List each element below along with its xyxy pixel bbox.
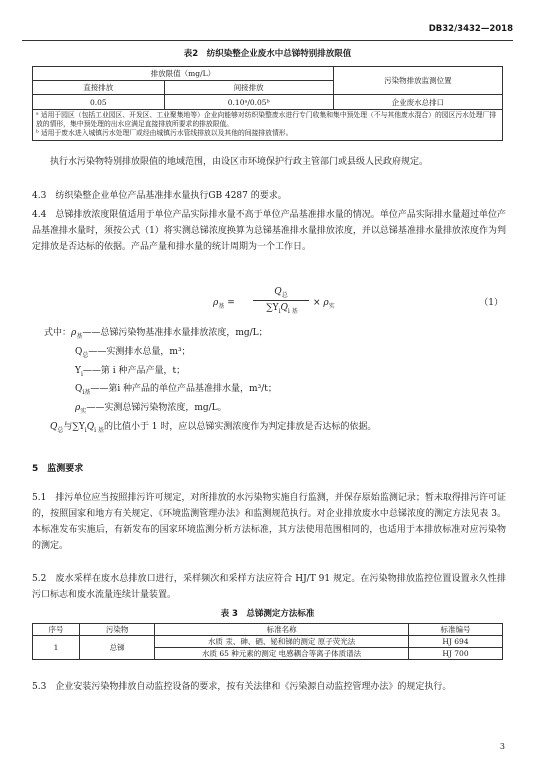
formula-1: $\rho_基$ = $Q_总$ $\sum Y_iQ_{i 基}$ × $\rho_实$ （1） (213, 287, 503, 315)
section-4-3: 4.3 纺织染整企业单位产品基准排水量执行GB 4287 的要求。 (32, 191, 287, 201)
th-name: 标准名称 (155, 624, 409, 636)
document-code: DB32/3432—2018 (428, 24, 513, 34)
standard-code: HJ 700 (408, 648, 502, 660)
pollutant-cell: 总锑 (80, 636, 155, 660)
limit-header: 排放限值（mg/L） (33, 67, 334, 81)
standard-name: 水质 汞、砷、硒、铋和锑的测定 原子荧光法 (155, 636, 409, 648)
section-5-title: 5 监测要求 (32, 464, 84, 474)
section-5-2: 5.2 废水采样在废水总排放口进行，采样频次和采样方法应符合 HJ/T 91 规定。在污染物排放监控位置设置永久性排污口标志和废水流量连续计量装置。 (32, 574, 506, 600)
location-header: 污染物排放监测位置 (333, 67, 502, 95)
where-line-1: 式中：$\rho_基——$总锑污染物基准排水量排放浓度，mg/L； (44, 328, 268, 340)
seq-cell: 1 (33, 636, 80, 660)
table-row (33, 636, 503, 648)
th-code: 标准编号 (408, 624, 502, 636)
standard-name: 水质 65 种元素的测定 电感耦合等离子体质谱法 (155, 648, 409, 660)
header-rule (22, 40, 513, 41)
direct-header: 直接排放 (33, 81, 165, 95)
where-line-3: $Y_i——$第 i 种产品产量，t； (75, 366, 186, 378)
para-range: 执行水污染物特别排放限值的地域范围，由设区市环境保护行政主管部门或县级人民政府规定。 (50, 157, 429, 167)
section-5-1: 5.1 排污单位应当按照排污许可规定，对所排放的水污染物实施自行监测，并保存原始监测记录；暂未取得排污许可证的，按照国家和地方有关规定、《环境监测管理办法》和监测规范执行。对企业排放废水中总锑浓度的测定方法见表 3。本标准发布实施后，有新发布的国家环境监测分析方法标准，其方法使用范围相同的，也适用于本排放标准对应污染物的测定。 (32, 493, 506, 551)
table3 (32, 623, 503, 660)
where-line-4: $Q_{i基}——$第i 种产品的单位产品基准排水量，m³/t； (75, 384, 277, 396)
section-4-4: 4.4 总锑排放浓度限值适用于单位产品实际排水量不高于单位产品基准排水量的情况。单位产品实际排水量超过单位产品基准排水量时，须按公式（1）将实测总锑浓度换算为总锑基准排水量排放浓度，并以总锑基准排水量排放浓度作为判定排放是否达标的依据。产品产量和排水量的统计周期为一个工作日。 (32, 210, 506, 252)
table2 (32, 66, 503, 141)
ratio-note: $Q_总$与$\sum Y_iQ_{i 基}$的比值小于 1 时，应以总锑实测浓度作为判定排放是否达标的依据。 (50, 422, 377, 434)
table3-caption: 表 3 总锑测定方法标准 (220, 609, 315, 619)
th-pollutant: 污染物 (80, 624, 155, 636)
note-b: ᵇ 适用于废水进入城镇污水处理厂或经由城镇污水管线排放以及其他的间接排放情形。 (36, 129, 293, 138)
indirect-value: 0.10ᵃ/0.05ᵇ (164, 95, 333, 110)
indirect-header: 间接排放 (164, 81, 333, 95)
direct-value: 0.05 (33, 95, 165, 110)
where-line-5: $\rho_实——$实测总锑污染物浓度，mg/L。 (75, 403, 227, 415)
location-value: 企业废水总排口 (333, 95, 502, 110)
th-seq: 序号 (33, 624, 80, 636)
page-number: 3 (499, 742, 505, 751)
formula-number: （1） (479, 298, 503, 308)
table2-notes (33, 110, 503, 141)
table2-caption: 表2 纺织染整企业废水中总锑特别排放限值 (183, 49, 352, 59)
standard-code: HJ 694 (408, 636, 502, 648)
section-5-3: 5.3 企业安装污染物排放自动监控设备的要求，按有关法律和《污染源自动监控管理办法》的规定执行。 (32, 682, 452, 692)
note-a: ᵃ 适用于园区（包括工业园区、开发区、工业聚集地等）企业向能够对纺织染整废水进行专门收集和集中预处理（不与其他废水混合）的园区污水处理厂排放的情形，集中预处理的出水应满足直接排放所要求的排放限值。 (36, 111, 497, 129)
where-line-2: $Q_总——$实测排水总量，m³； (75, 347, 191, 359)
